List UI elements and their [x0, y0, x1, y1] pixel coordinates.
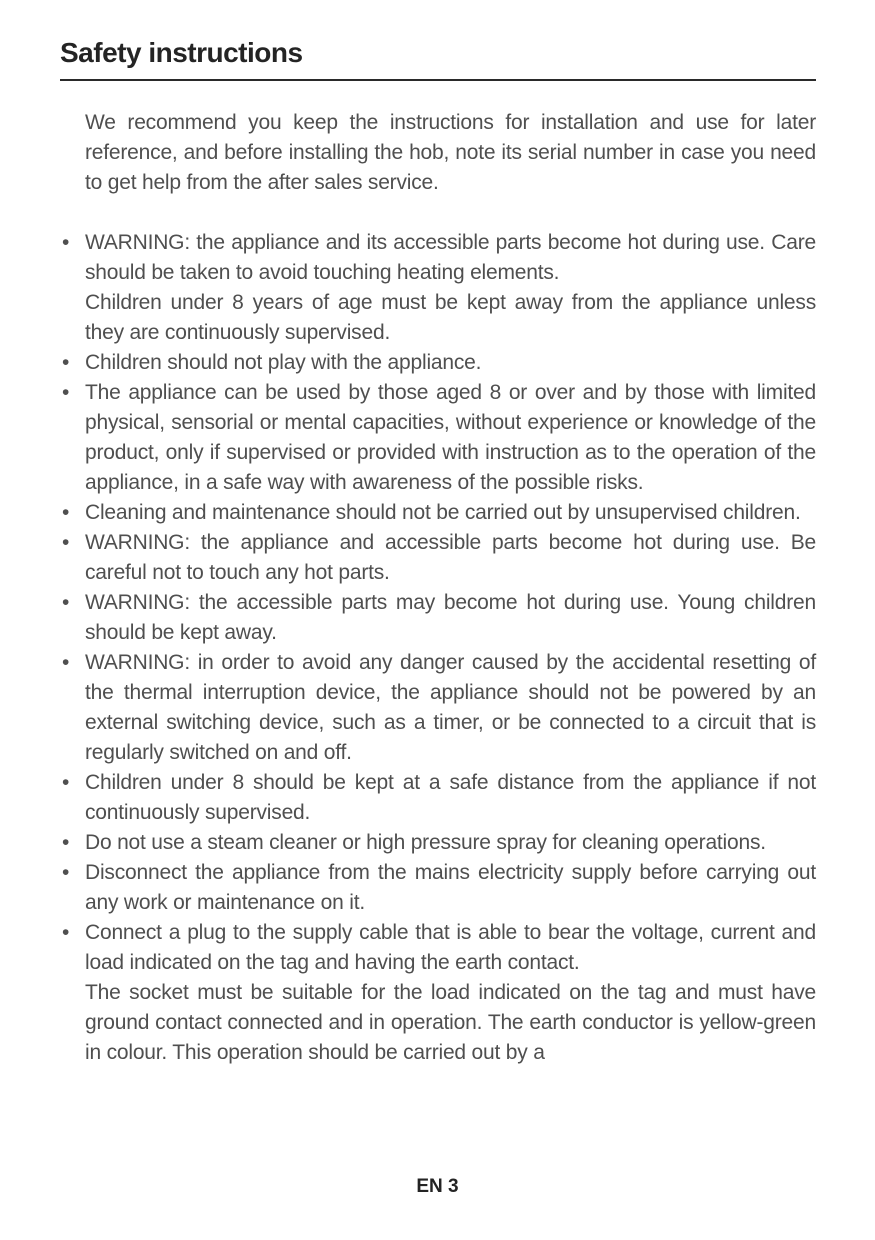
safety-instruction-item [60, 918, 816, 1068]
safety-instruction-item [60, 648, 816, 768]
bullet-icon: • [62, 231, 70, 254]
bullet-icon: • [62, 831, 70, 854]
bullet-icon: • [62, 771, 70, 794]
safety-instruction-item [60, 588, 816, 648]
safety-instruction-item [60, 348, 816, 378]
instruction-text: Children under 8 should be kept at a safe distance from the appliance if not continuously supervised. [85, 771, 816, 824]
bullet-icon: • [62, 531, 70, 554]
intro-paragraph: We recommend you keep the instructions for installation and use for later reference, and before installing the hob, note its serial number in case you need to get help from the after sales service. [85, 111, 816, 194]
bullet-icon: • [62, 921, 70, 944]
safety-instruction-item [60, 828, 816, 858]
bullet-icon: • [62, 501, 70, 524]
bullet-icon: • [62, 591, 70, 614]
safety-instruction-item [60, 228, 816, 348]
safety-instruction-item [60, 858, 816, 918]
instruction-text: WARNING: the appliance and its accessible parts become hot during use. Care should be taken to avoid touching heating elements. [85, 231, 816, 284]
instruction-continuation-text: The socket must be suitable for the load indicated on the tag and must have ground contact connected and in operation. The earth conductor is yellow-green in colour. This operation should be carried out by a [85, 981, 816, 1064]
safety-instruction-item [60, 528, 816, 588]
instruction-text: Cleaning and maintenance should not be carried out by unsupervised children. [85, 501, 801, 524]
instruction-text: WARNING: in order to avoid any danger caused by the accidental resetting of the thermal interruption device, the appliance should not be powered by an external switching device, such as a timer, or be connected to a circuit that is regularly switched on and off. [85, 651, 816, 764]
bullet-icon: • [62, 651, 70, 674]
bullet-icon: • [62, 861, 70, 884]
instruction-text: Children should not play with the appliance. [85, 351, 482, 374]
instruction-text: Disconnect the appliance from the mains electricity supply before carrying out any work or maintenance on it. [85, 861, 816, 914]
safety-instruction-item [60, 378, 816, 498]
instruction-text: Connect a plug to the supply cable that is able to bear the voltage, current and load indicated on the tag and having the earth contact. [85, 921, 816, 974]
safety-instruction-item [60, 498, 816, 528]
instruction-text: Do not use a steam cleaner or high pressure spray for cleaning operations. [85, 831, 766, 854]
safety-instruction-item [60, 768, 816, 828]
instruction-text: WARNING: the accessible parts may become hot during use. Young children should be kept away. [85, 591, 816, 644]
bullet-icon: • [62, 351, 70, 374]
instruction-text: The appliance can be used by those aged 8 or over and by those with limited physical, sensorial or mental capacities, without experience or knowledge of the product, only if supervised or provided with instruction as to the operation of the appliance, in a safe way with awareness of the possible risks. [85, 381, 816, 494]
safety-instructions-list [60, 228, 816, 1068]
instruction-text: WARNING: the appliance and accessible parts become hot during use. Be careful not to touch any hot parts. [85, 531, 816, 584]
page-title: Safety instructions [60, 37, 303, 68]
bullet-icon: • [62, 381, 70, 404]
title-underline-rule [60, 79, 816, 81]
instruction-continuation-text: Children under 8 years of age must be kept away from the appliance unless they are continuously supervised. [85, 291, 816, 344]
page-number-footer: EN 3 [416, 1176, 459, 1197]
